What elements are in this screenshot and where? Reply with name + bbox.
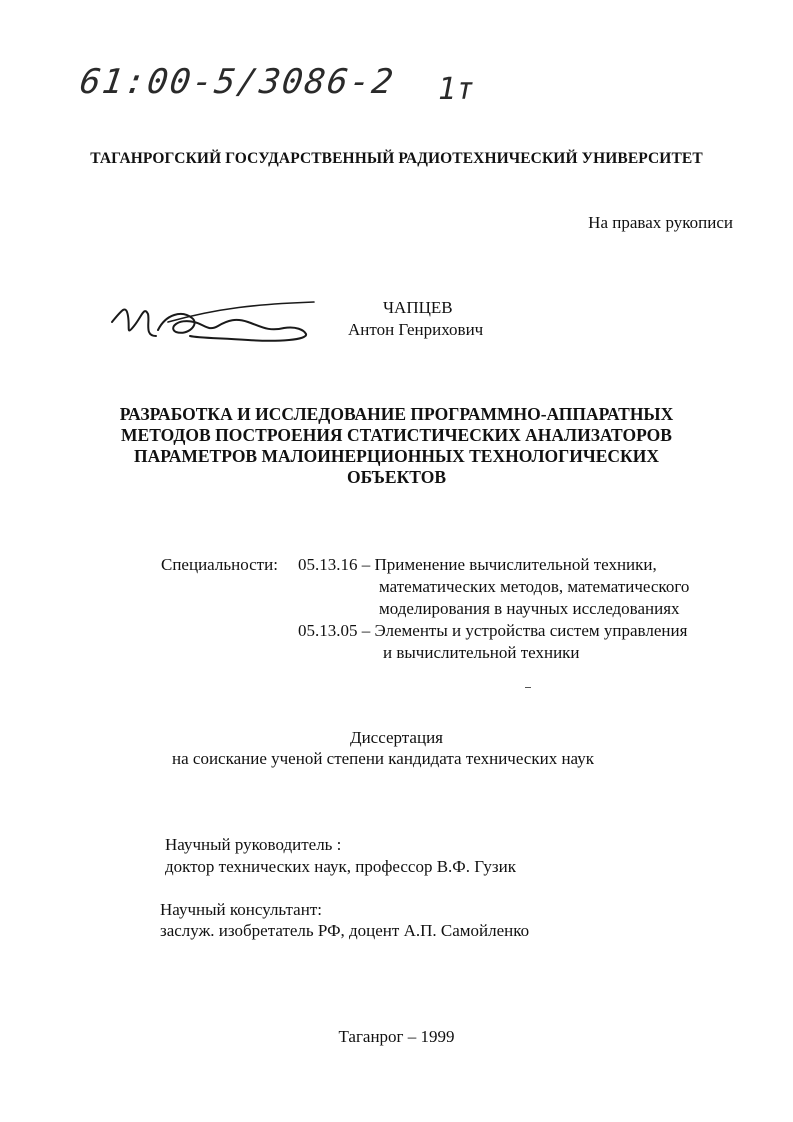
specialty-line: и вычислительной техники xyxy=(383,643,580,662)
consultant-name: заслуж. изобретатель РФ, доцент А.П. Самойленко xyxy=(160,921,530,940)
author-surname: ЧАПЦЕВ xyxy=(383,298,453,317)
dissertation-type: Диссертация xyxy=(349,728,443,747)
dissertation-degree: на соискание ученой степени кандидата технических наук xyxy=(172,749,595,768)
title-line: МЕТОДОВ ПОСТРОЕНИЯ СТАТИСТИЧЕСКИХ АНАЛИЗАТОРОВ xyxy=(121,425,672,445)
handwritten-mark: 1т xyxy=(438,72,475,107)
signature-stroke-1 xyxy=(112,309,156,336)
specialty-line: моделирования в научных исследованиях xyxy=(379,599,680,618)
specialty-line: – Применение вычислительной техники, xyxy=(361,555,657,574)
rights-note: На правах рукописи xyxy=(588,213,733,232)
signature-image xyxy=(108,292,318,354)
specialty-code-value: 05.13.16 xyxy=(298,555,358,574)
handwritten-catalog-code: 61:00-5/3086-2 xyxy=(77,62,398,102)
specialty-code-value: 05.13.05 xyxy=(298,621,358,640)
specialty-line: математических методов, математического xyxy=(379,577,690,596)
signature-stroke-3 xyxy=(168,302,314,322)
university-name: ТАГАНРОГСКИЙ ГОСУДАРСТВЕННЫЙ РАДИОТЕХНИЧЕСКИЙ УНИВЕРСИТЕТ xyxy=(90,150,703,167)
consultant-label: Научный консультант: xyxy=(160,900,322,919)
advisor-label: Научный руководитель : xyxy=(165,835,342,854)
stray-mark xyxy=(525,687,531,688)
specialty-line: – Элементы и устройства систем управления xyxy=(361,621,688,640)
specialties-label: Специальности: xyxy=(161,555,278,574)
title-line: РАЗРАБОТКА И ИССЛЕДОВАНИЕ ПРОГРАММНО-АППАРАТНЫХ xyxy=(119,404,674,424)
specialty-code xyxy=(298,621,687,641)
place-and-year: Таганрог – 1999 xyxy=(338,1027,455,1046)
title-line: ПАРАМЕТРОВ МАЛОИНЕРЦИОННЫХ ТЕХНОЛОГИЧЕСКИХ xyxy=(134,446,659,466)
specialty-code xyxy=(298,555,657,575)
advisor-name: доктор технических наук, профессор В.Ф. Гузик xyxy=(165,857,516,876)
author-given-name: Антон Генрихович xyxy=(348,320,484,339)
dissertation-title xyxy=(0,404,793,488)
title-line: ОБЪЕКТОВ xyxy=(347,467,446,487)
